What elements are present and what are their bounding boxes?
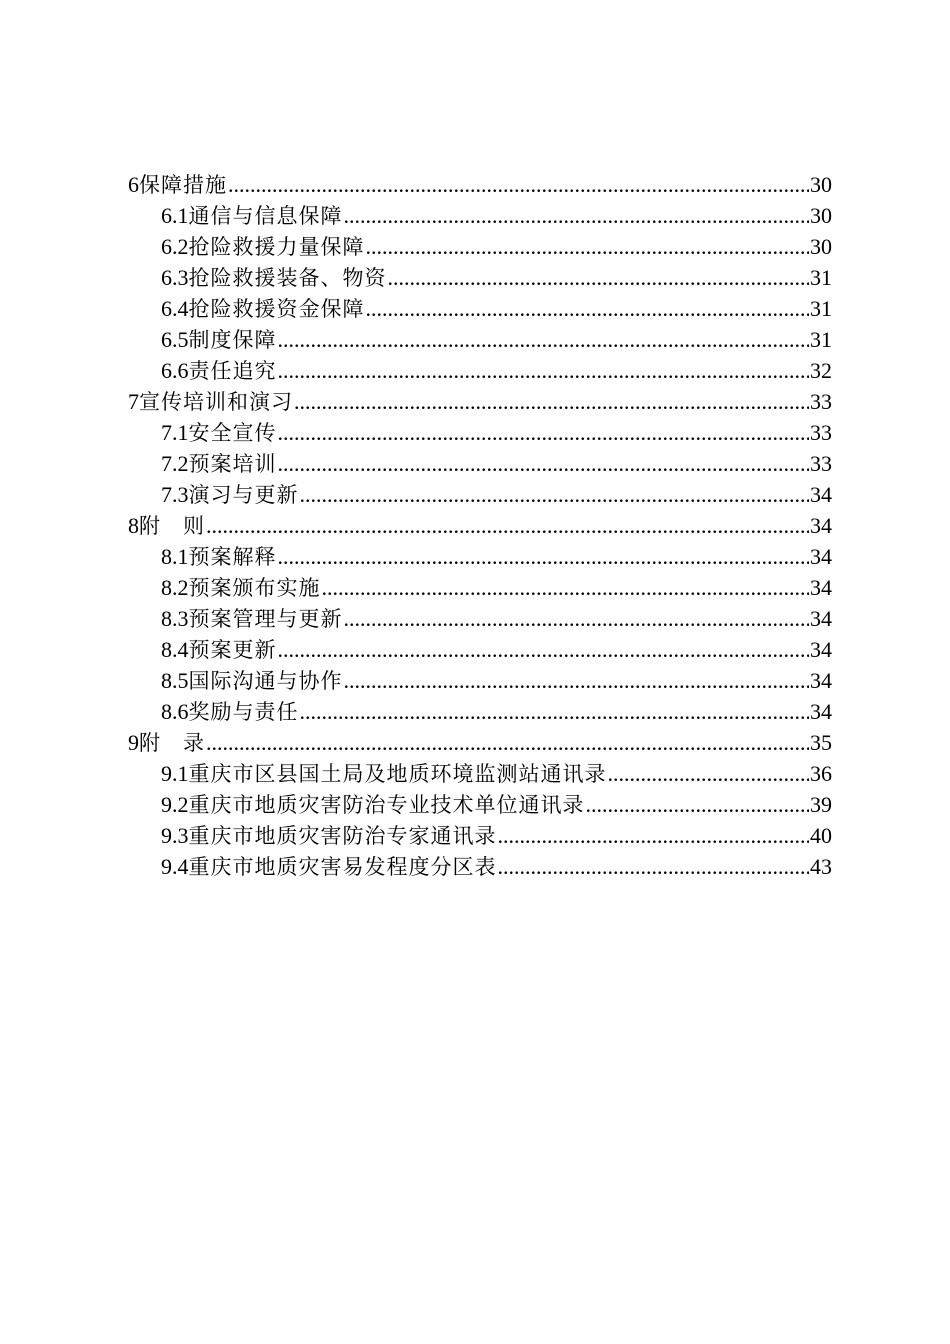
toc-dot-leader [498, 820, 810, 851]
toc-entry-8-5[interactable] [128, 665, 832, 696]
toc-entry-page: 34 [810, 699, 832, 724]
toc-entry-7-1[interactable] [128, 417, 832, 448]
toc-entry-page: 30 [810, 172, 832, 197]
toc-entry-8-1[interactable] [128, 541, 832, 572]
toc-entry-title: 国际沟通与协作 [188, 669, 343, 693]
toc-dot-leader [294, 386, 809, 417]
toc-entry-6-6[interactable] [128, 355, 832, 386]
toc-entry-6-2[interactable] [128, 231, 832, 262]
toc-entry-page: 31 [810, 327, 832, 352]
toc-entry-page: 34 [810, 668, 832, 693]
toc-entry-title: 附 则 [139, 514, 205, 538]
toc-entry-7-3[interactable] [128, 479, 832, 510]
toc-entry-6-4[interactable] [128, 293, 832, 324]
toc-entry-title: 重庆市区县国土局及地质环境监测站通讯录 [188, 762, 607, 786]
toc-entry-title: 预案更新 [188, 638, 277, 662]
toc-entry-number: 6 [128, 172, 139, 197]
toc-entry-page: 34 [810, 575, 832, 600]
toc-dot-leader [206, 510, 809, 541]
toc-dot-leader [498, 851, 810, 882]
toc-entry-page: 33 [810, 451, 832, 476]
toc-entry-number: 9 [128, 730, 139, 755]
toc-entry-title: 重庆市地质灾害防治专业技术单位通讯录 [188, 793, 585, 817]
toc-entry-number: 8.6 [161, 699, 189, 724]
toc-entry-8-3[interactable] [128, 603, 832, 634]
toc-entry-page: 35 [810, 730, 832, 755]
toc-entry-9-2[interactable] [128, 789, 832, 820]
toc-entry-7[interactable] [128, 386, 832, 417]
toc-dot-leader [586, 789, 810, 820]
toc-entry-title: 附 录 [139, 731, 205, 755]
toc-entry-8-4[interactable] [128, 634, 832, 665]
toc-dot-leader [278, 355, 810, 386]
toc-dot-leader [278, 634, 810, 665]
toc-entry-title: 保障措施 [139, 173, 227, 197]
toc-entry-title: 演习与更新 [188, 483, 299, 507]
toc-entry-page: 31 [810, 265, 832, 290]
toc-entry-number: 6.2 [161, 234, 189, 259]
toc-entry-page: 30 [810, 203, 832, 228]
toc-entry-title: 重庆市地质灾害防治专家通讯录 [188, 824, 497, 848]
toc-entry-title: 预案解释 [188, 545, 277, 569]
toc-entry-page: 34 [810, 606, 832, 631]
toc-entry-title: 奖励与责任 [188, 700, 299, 724]
toc-entry-title: 制度保障 [188, 328, 277, 352]
toc-entry-title: 预案颁布实施 [188, 576, 321, 600]
toc-entry-page: 30 [810, 234, 832, 259]
table-of-contents [128, 169, 832, 882]
toc-dot-leader [278, 417, 810, 448]
toc-dot-leader [278, 448, 810, 479]
toc-entry-number: 6.4 [161, 296, 189, 321]
toc-dot-leader [322, 572, 810, 603]
toc-entry-title: 安全宣传 [188, 421, 277, 445]
toc-entry-6[interactable] [128, 169, 832, 200]
toc-dot-leader [300, 479, 810, 510]
toc-entry-number: 6.6 [161, 358, 189, 383]
toc-entry-6-3[interactable] [128, 262, 832, 293]
toc-entry-9-4[interactable] [128, 851, 832, 882]
toc-dot-leader [388, 262, 810, 293]
toc-entry-9[interactable] [128, 727, 832, 758]
toc-dot-leader [344, 603, 810, 634]
toc-entry-number: 7 [128, 389, 139, 414]
toc-entry-8[interactable] [128, 510, 832, 541]
toc-entry-8-2[interactable] [128, 572, 832, 603]
toc-entry-title: 通信与信息保障 [188, 204, 343, 228]
toc-dot-leader [278, 324, 810, 355]
toc-entry-number: 9.1 [161, 761, 189, 786]
toc-entry-6-5[interactable] [128, 324, 832, 355]
toc-entry-page: 40 [810, 823, 832, 848]
toc-entry-page: 36 [810, 761, 832, 786]
toc-entry-title: 抢险救援资金保障 [188, 297, 365, 321]
toc-dot-leader [206, 727, 809, 758]
toc-entry-6-1[interactable] [128, 200, 832, 231]
toc-entry-title: 抢险救援装备、物资 [188, 266, 387, 290]
toc-dot-leader [366, 231, 810, 262]
toc-dot-leader [300, 696, 810, 727]
toc-dot-leader [344, 200, 810, 231]
toc-entry-9-1[interactable] [128, 758, 832, 789]
toc-entry-number: 6.5 [161, 327, 189, 352]
toc-dot-leader [366, 293, 810, 324]
toc-entry-title: 预案培训 [188, 452, 277, 476]
toc-entry-page: 32 [810, 358, 832, 383]
toc-entry-page: 39 [810, 792, 832, 817]
toc-entry-7-2[interactable] [128, 448, 832, 479]
toc-entry-page: 34 [810, 544, 832, 569]
toc-entry-number: 7.1 [161, 420, 189, 445]
toc-entry-title: 抢险救援力量保障 [188, 235, 365, 259]
toc-entry-number: 6.1 [161, 203, 189, 228]
toc-entry-title: 宣传培训和演习 [139, 390, 293, 414]
toc-entry-page: 34 [810, 513, 832, 538]
toc-entry-number: 7.2 [161, 451, 189, 476]
toc-entry-9-3[interactable] [128, 820, 832, 851]
toc-entry-number: 8.1 [161, 544, 189, 569]
toc-dot-leader [278, 541, 810, 572]
toc-dot-leader [228, 169, 809, 200]
toc-entry-number: 8 [128, 513, 139, 538]
toc-entry-title: 责任追究 [188, 359, 277, 383]
toc-dot-leader [344, 665, 810, 696]
toc-entry-number: 9.3 [161, 823, 189, 848]
toc-entry-number: 8.5 [161, 668, 189, 693]
toc-entry-page: 34 [810, 482, 832, 507]
toc-entry-title: 重庆市地质灾害易发程度分区表 [188, 855, 497, 879]
toc-entry-page: 34 [810, 637, 832, 662]
toc-entry-page: 33 [810, 389, 832, 414]
toc-entry-page: 31 [810, 296, 832, 321]
toc-entry-number: 8.2 [161, 575, 189, 600]
toc-entry-number: 6.3 [161, 265, 189, 290]
toc-entry-number: 8.4 [161, 637, 189, 662]
toc-entry-title: 预案管理与更新 [188, 607, 343, 631]
toc-dot-leader [608, 758, 810, 789]
toc-entry-page: 33 [810, 420, 832, 445]
toc-entry-number: 9.4 [161, 854, 189, 879]
toc-entry-number: 9.2 [161, 792, 189, 817]
toc-entry-8-6[interactable] [128, 696, 832, 727]
toc-entry-number: 7.3 [161, 482, 189, 507]
toc-entry-number: 8.3 [161, 606, 189, 631]
toc-entry-page: 43 [810, 854, 832, 879]
